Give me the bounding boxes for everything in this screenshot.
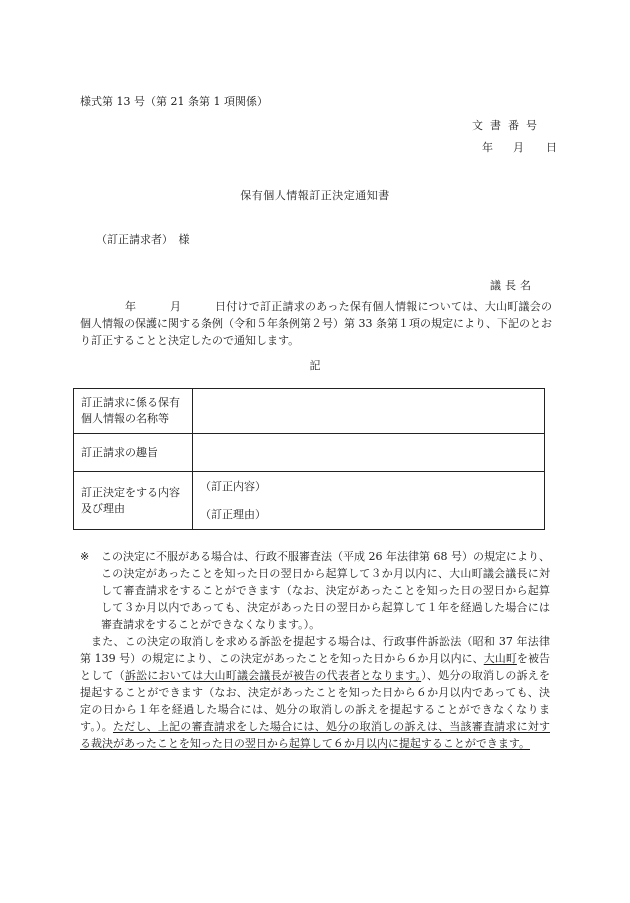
notice-body bbox=[80, 298, 552, 349]
note-lawsuit-text-c: ）、処分の取消しの訴えを提起することができます（なお、決定があったことを知った日から６か月以内であっても、決定の日から１年を経過した場合には、処分の取消しの訴えを提起することができなくなります。）。 bbox=[80, 669, 551, 733]
date-month: 月 bbox=[513, 141, 524, 154]
note-lawsuit-defendant: 大山町 bbox=[483, 652, 517, 665]
row-label-decision-content: 訂正決定をする内容及び理由 bbox=[74, 472, 193, 530]
note-lawsuit-proviso: ただし、上記の審査請求をした場合には、処分の取消しの訴えは、当該審査請求に対する裁決があったことを知った日の翌日から起算して６か月以内に提起することができます。 bbox=[80, 720, 550, 750]
date-day: 日 bbox=[546, 141, 557, 154]
correction-reason-label: （訂正理由） bbox=[200, 507, 266, 521]
correction-content-label: （訂正内容） bbox=[200, 479, 266, 493]
document-title: 保有個人情報訂正決定通知書 bbox=[240, 189, 390, 202]
date-year: 年 bbox=[482, 141, 493, 154]
row-value-decision-content bbox=[193, 472, 545, 530]
table-row bbox=[74, 472, 545, 530]
note-lawsuit-text-a: また、この決定の取消しを求める訴訟を提起する場合は、行政事件訴訟法（昭和 37 年法律第 139 号）の規定により、この決定があったことを知った日から６か月以内に、 bbox=[80, 635, 550, 665]
note-lawsuit bbox=[80, 633, 550, 752]
row-label-request-purpose: 訂正請求の趣旨 bbox=[74, 434, 193, 472]
notes-section bbox=[80, 548, 550, 752]
row-label-info-name: 訂正請求に係る保有個人情報の名称等 bbox=[74, 389, 193, 434]
addressee: （訂正請求者） 様 bbox=[96, 233, 190, 246]
note-appeal bbox=[80, 548, 550, 633]
note-mark: ※ bbox=[80, 550, 90, 563]
date-line bbox=[482, 142, 557, 153]
row-value-request-purpose bbox=[193, 434, 545, 472]
issuer-name: 議長名 bbox=[490, 279, 535, 292]
form-number: 様式第 13 号（第 21 条第 1 項関係） bbox=[80, 95, 268, 108]
ki-heading: 記 bbox=[309, 359, 321, 372]
document-number: 文書番号 bbox=[472, 119, 544, 132]
table-row bbox=[74, 389, 545, 434]
note-appeal-text: この決定に不服がある場合は、行政不服審査法（平成 26 年法律第 68 号）の規定により、この決定があったことを知った日の翌日から起算して３か月以内に、大山町議会議長に対して審査請求をすることができます（なお、決定があったことを知った日の翌日から起算して３か月以内であっても、決定があった日の翌日から起算して１年を経過した場合には審査請求をすることができなくなります。）。 bbox=[101, 550, 550, 631]
row-value-info-name bbox=[193, 389, 545, 434]
notice-paragraph: 年 月 日付けで訂正請求のあった保有個人情報については、大山町議会の個人情報の保護に関する条例（令和５年条例第２号）第 33 条第１項の規定により、下記のとおり訂正することと決定したので通知します。 bbox=[80, 300, 552, 347]
table-row bbox=[74, 434, 545, 472]
note-lawsuit-text-b: を被告として（ bbox=[80, 652, 550, 682]
decision-table bbox=[73, 388, 545, 530]
note-lawsuit-representative: 訴訟においては大山町議会議長が被告の代表者となります。 bbox=[124, 669, 422, 682]
